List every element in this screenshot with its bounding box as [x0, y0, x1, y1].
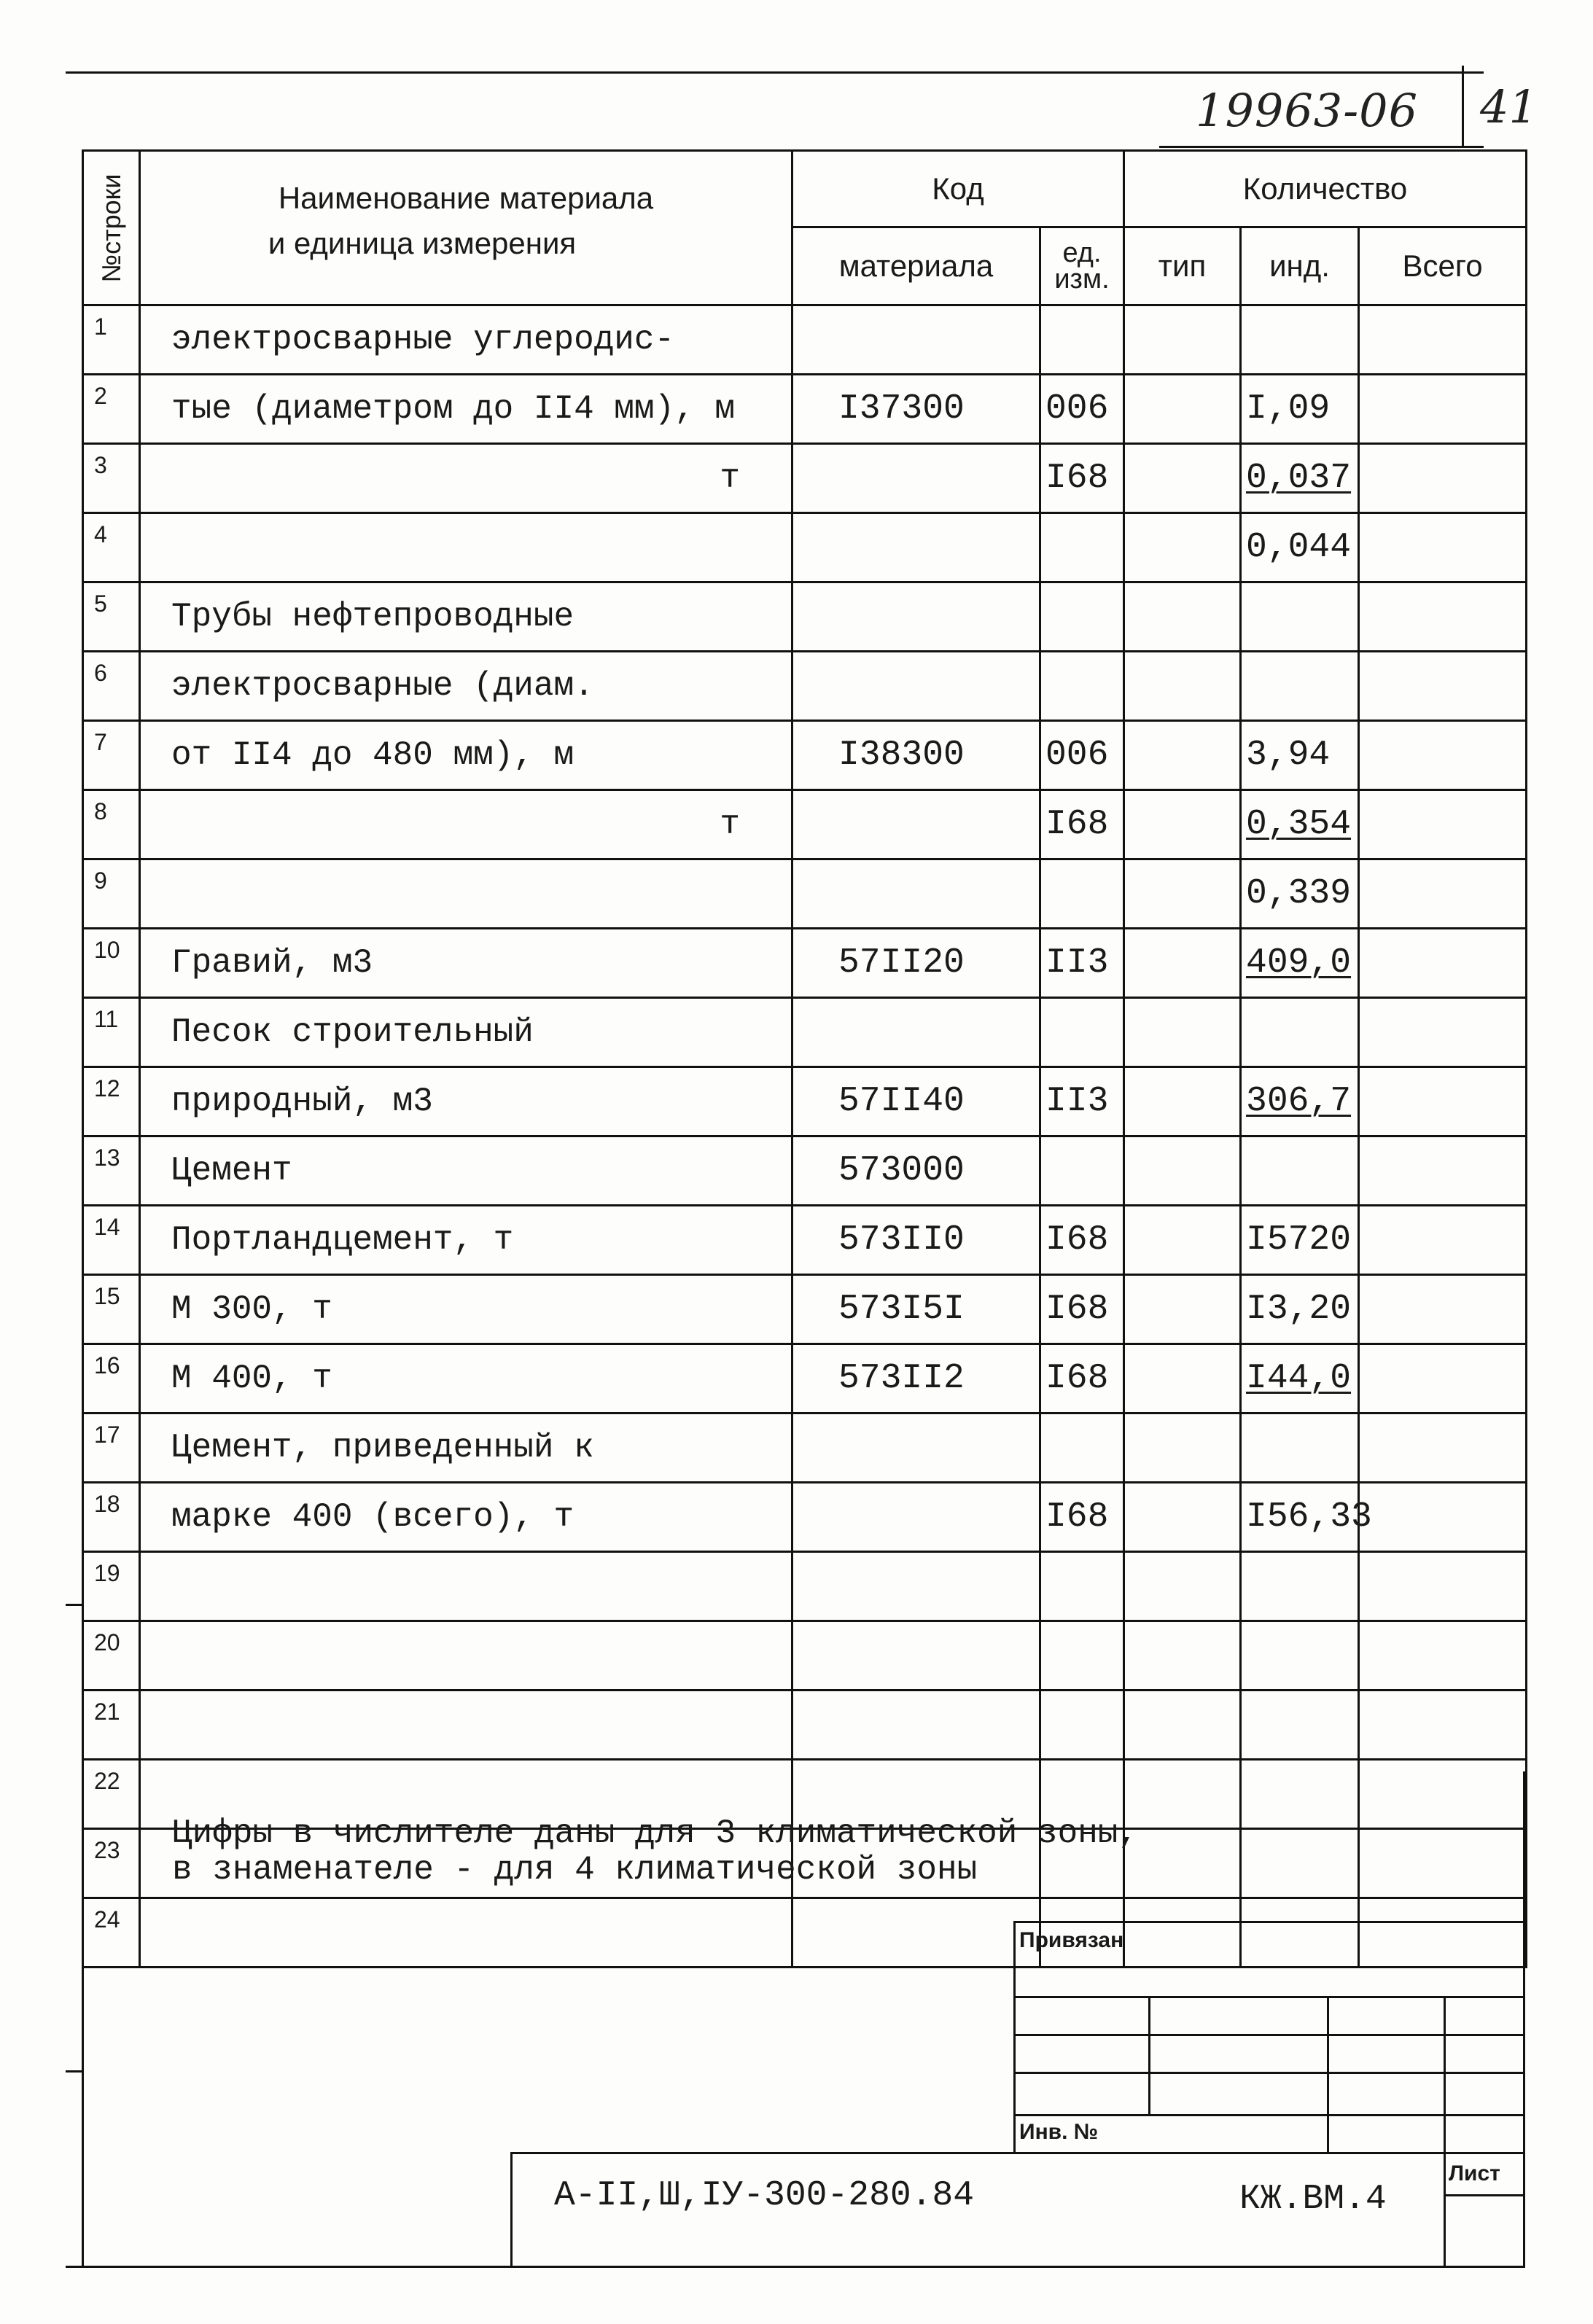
qty-type	[1124, 1344, 1241, 1413]
unit-code	[1040, 1275, 1124, 1344]
unit-code-text: I68	[1045, 1359, 1109, 1398]
qty-total	[1359, 1829, 1527, 1898]
qty-total	[1359, 859, 1527, 929]
qty-ind	[1241, 582, 1359, 652]
unit-code	[1040, 444, 1124, 513]
sheet-box-divider	[1444, 2194, 1524, 2196]
qty-type	[1124, 998, 1241, 1067]
material-name	[140, 1898, 792, 1968]
qty-ind-text: I,09	[1246, 389, 1331, 429]
qty-type	[1124, 582, 1241, 652]
table-row	[83, 790, 1527, 859]
row-number	[83, 790, 140, 859]
material-code	[792, 305, 1040, 375]
note-line-1: Цифры в числителе даны для 3 климатической зоны,	[172, 1814, 1139, 1852]
material-code	[792, 721, 1040, 790]
table-row	[83, 1691, 1527, 1760]
qty-ind-text: 409,0	[1246, 943, 1352, 983]
table-row	[83, 721, 1527, 790]
material-name-text: т	[720, 806, 740, 843]
qty-total	[1359, 1760, 1527, 1829]
unit-code	[1040, 1067, 1124, 1136]
qty-total	[1359, 1413, 1527, 1483]
material-name-text: Цемент	[171, 1152, 292, 1190]
material-code	[792, 652, 1040, 721]
table-row	[83, 375, 1527, 444]
row-number-text: 16	[94, 1352, 120, 1379]
qty-total	[1359, 444, 1527, 513]
row-number-header: №строки	[83, 151, 140, 305]
qty-ind-text: 0,044	[1246, 528, 1352, 567]
qty-ind-text: I5720	[1246, 1220, 1352, 1260]
qty-total	[1359, 1344, 1527, 1413]
qty-total	[1359, 929, 1527, 998]
qty-total	[1359, 998, 1527, 1067]
qty-type	[1124, 1136, 1241, 1206]
material-name-header: Наименование материала и единица измерения	[140, 151, 792, 305]
qty-type	[1124, 721, 1241, 790]
qty-type	[1124, 305, 1241, 375]
row-number-text: 23	[94, 1837, 120, 1863]
material-name-text: тые (диаметром до II4 мм), м	[171, 390, 735, 428]
unit-code-text: 006	[1045, 736, 1109, 775]
qty-type	[1124, 790, 1241, 859]
table-row	[83, 1898, 1527, 1968]
material-name	[140, 1691, 792, 1760]
material-name-text: Гравий, м3	[171, 944, 373, 982]
linked-col-2	[1327, 1996, 1329, 2154]
qty-type	[1124, 1275, 1241, 1344]
qty-ind	[1241, 859, 1359, 929]
sheet-number: 41	[1480, 80, 1538, 133]
qty-ind	[1241, 929, 1359, 998]
material-name	[140, 1206, 792, 1275]
qty-ind	[1241, 1275, 1359, 1344]
material-name-text: Песок строительный	[171, 1013, 534, 1051]
qty-total	[1359, 1067, 1527, 1136]
row-number	[83, 375, 140, 444]
qty-ind	[1241, 1206, 1359, 1275]
qty-total	[1359, 721, 1527, 790]
material-name	[140, 721, 792, 790]
row-number	[83, 1760, 140, 1829]
row-number	[83, 1206, 140, 1275]
table-row	[83, 305, 1527, 375]
row-number	[83, 1552, 140, 1621]
material-code-text: 573I5I	[838, 1290, 965, 1329]
row-number	[83, 1829, 140, 1898]
materials-table	[82, 149, 1527, 1968]
material-code	[792, 998, 1040, 1067]
linked-row-4	[1013, 2114, 1524, 2116]
material-code-text: 573II2	[838, 1359, 965, 1398]
qty-total	[1359, 1691, 1527, 1760]
linked-col-3	[1444, 1996, 1446, 2154]
unit-code	[1040, 1483, 1124, 1552]
material-name-text: М 300, т	[171, 1290, 332, 1328]
unit-code	[1040, 859, 1124, 929]
material-code	[792, 1552, 1040, 1621]
qty-type	[1124, 1483, 1241, 1552]
linked-block-top	[1013, 1921, 1524, 1923]
row-number	[83, 1275, 140, 1344]
qty-ind	[1241, 1136, 1359, 1206]
material-code	[792, 1483, 1040, 1552]
row-number	[83, 305, 140, 375]
qty-ind-text: 306,7	[1246, 1082, 1352, 1121]
unit-code-text: I68	[1045, 1290, 1109, 1329]
row-number	[83, 1898, 140, 1968]
material-name	[140, 375, 792, 444]
row-number-text: 24	[94, 1906, 120, 1933]
material-name	[140, 305, 792, 375]
material-name	[140, 1275, 792, 1344]
qty-ind	[1241, 444, 1359, 513]
row-number	[83, 1691, 140, 1760]
qty-type	[1124, 1829, 1241, 1898]
row-number-text: 13	[94, 1145, 120, 1171]
qty-ind	[1241, 1344, 1359, 1413]
code-header: Код	[792, 151, 1124, 227]
material-name	[140, 1136, 792, 1206]
qty-total	[1359, 1621, 1527, 1691]
unit-code	[1040, 1136, 1124, 1206]
material-name-text: Трубы нефтепроводные	[171, 598, 575, 636]
row-number-text: 19	[94, 1560, 120, 1586]
material-code	[792, 859, 1040, 929]
row-number-text: 5	[94, 590, 107, 617]
material-name-text: электросварные углеродис-	[171, 321, 675, 359]
material-name	[140, 1067, 792, 1136]
table-row	[83, 1413, 1527, 1483]
table-row	[83, 652, 1527, 721]
qty-total	[1359, 305, 1527, 375]
top-rule	[66, 71, 1484, 74]
unit-code	[1040, 1206, 1124, 1275]
row-number	[83, 1413, 140, 1483]
row-number-text: 9	[94, 867, 107, 894]
unit-code	[1040, 513, 1124, 582]
qty-total	[1359, 375, 1527, 444]
qty-total	[1359, 1206, 1527, 1275]
row-number	[83, 582, 140, 652]
material-name-text: М 400, т	[171, 1360, 332, 1397]
unit-code-text: 006	[1045, 389, 1109, 429]
qty-ind-text: I44,0	[1246, 1359, 1352, 1398]
qty-total	[1359, 1898, 1527, 1968]
row-number-text: 17	[94, 1422, 120, 1448]
left-margin-tick-1	[66, 1604, 83, 1606]
unit-code	[1040, 929, 1124, 998]
row-number-text: 20	[94, 1629, 120, 1656]
bottom-rule	[66, 2266, 1525, 2268]
qty-total	[1359, 1275, 1527, 1344]
material-code	[792, 1898, 1040, 1968]
row-number-text: 15	[94, 1283, 120, 1309]
material-code	[792, 375, 1040, 444]
row-number	[83, 513, 140, 582]
table-row	[83, 1275, 1527, 1344]
qty-total	[1359, 582, 1527, 652]
row-number	[83, 1067, 140, 1136]
qty-ind	[1241, 652, 1359, 721]
document-number: 19963-06	[1196, 84, 1419, 137]
row-number-text: 3	[94, 452, 107, 478]
left-margin-tick-2	[66, 2070, 83, 2073]
qty-ind	[1241, 513, 1359, 582]
note-line-2: в знаменателе - для 4 климатической зоны	[172, 1851, 978, 1889]
material-code	[792, 1136, 1040, 1206]
table-row	[83, 582, 1527, 652]
qty-ind	[1241, 1067, 1359, 1136]
table-row	[83, 444, 1527, 513]
qty-type	[1124, 1760, 1241, 1829]
unit-code-text: I68	[1045, 1220, 1109, 1260]
material-code	[792, 444, 1040, 513]
row-number-text: 6	[94, 660, 107, 686]
linked-col-1	[1148, 1996, 1150, 2116]
qty-ind	[1241, 1898, 1359, 1968]
qty-ind-header: инд.	[1241, 227, 1359, 305]
bottom-left-border	[82, 1771, 84, 2267]
material-code-text: I37300	[838, 389, 965, 429]
inventory-number-label: Инв. №	[1019, 2120, 1099, 2144]
material-code-text: 57II40	[838, 1082, 965, 1121]
row-number-text: 18	[94, 1491, 120, 1517]
material-code	[792, 1413, 1040, 1483]
linked-label: Привязан	[1019, 1928, 1124, 1952]
qty-total	[1359, 1483, 1527, 1552]
code-unit-header: ед. изм.	[1040, 227, 1124, 305]
unit-code	[1040, 721, 1124, 790]
row-number-text: 7	[94, 729, 107, 755]
unit-code-text: II3	[1045, 943, 1109, 983]
qty-type-header: тип	[1124, 227, 1241, 305]
material-name	[140, 1621, 792, 1691]
unit-code	[1040, 375, 1124, 444]
unit-code-text: II3	[1045, 1082, 1109, 1121]
material-code	[792, 790, 1040, 859]
qty-ind	[1241, 1829, 1359, 1898]
unit-code-text: I68	[1045, 1497, 1109, 1537]
material-code-text: 57II20	[838, 943, 965, 983]
qty-ind	[1241, 1413, 1359, 1483]
drawing-code: КЖ.ВМ.4	[1239, 2180, 1387, 2219]
qty-type	[1124, 444, 1241, 513]
qty-ind	[1241, 305, 1359, 375]
table-row	[83, 1136, 1527, 1206]
row-number	[83, 1483, 140, 1552]
row-number-text: 10	[94, 937, 120, 963]
qty-ind-text: 3,94	[1246, 736, 1331, 775]
bottom-right-border	[1523, 1771, 1525, 2267]
linked-row-3	[1013, 2072, 1524, 2074]
qty-type	[1124, 1621, 1241, 1691]
material-name-text: электросварные (диам.	[171, 667, 594, 705]
row-number-text: 8	[94, 798, 107, 824]
material-code	[792, 1344, 1040, 1413]
material-code-text: 573000	[838, 1151, 965, 1190]
row-number-text: 1	[94, 313, 107, 340]
header-underline	[1159, 146, 1484, 148]
qty-type	[1124, 1206, 1241, 1275]
table-row	[83, 1344, 1527, 1413]
qty-total	[1359, 652, 1527, 721]
material-code	[792, 1691, 1040, 1760]
title-block-left	[510, 2152, 513, 2267]
row-number-text: 2	[94, 383, 107, 409]
material-name-text: Цемент, приведенный к	[171, 1429, 594, 1467]
row-number-text: 22	[94, 1768, 120, 1794]
qty-type	[1124, 513, 1241, 582]
qty-type	[1124, 1898, 1241, 1968]
row-number	[83, 998, 140, 1067]
unit-code	[1040, 305, 1124, 375]
material-name	[140, 790, 792, 859]
material-code	[792, 513, 1040, 582]
row-number	[83, 652, 140, 721]
unit-code	[1040, 1413, 1124, 1483]
material-name-text: Портландцемент, т	[171, 1221, 514, 1259]
qty-type	[1124, 929, 1241, 998]
quantity-header: Количество	[1124, 151, 1527, 227]
material-code-text: I38300	[838, 736, 965, 775]
row-number-text: 14	[94, 1214, 120, 1240]
material-name-text: марке 400 (всего), т	[171, 1498, 575, 1536]
unit-code-text: I68	[1045, 805, 1109, 844]
table-row	[83, 1206, 1527, 1275]
material-code	[792, 1275, 1040, 1344]
row-number	[83, 1136, 140, 1206]
material-code	[792, 1067, 1040, 1136]
linked-row-2	[1013, 2034, 1524, 2036]
table-row	[83, 859, 1527, 929]
qty-ind	[1241, 790, 1359, 859]
material-code-text: 573II0	[838, 1220, 965, 1260]
material-code	[792, 1621, 1040, 1691]
unit-code	[1040, 1691, 1124, 1760]
qty-total	[1359, 1552, 1527, 1621]
table-row	[83, 1621, 1527, 1691]
material-name	[140, 859, 792, 929]
unit-code	[1040, 1621, 1124, 1691]
qty-ind-text: 0,354	[1246, 805, 1352, 844]
material-name	[140, 929, 792, 998]
row-number-text: 4	[94, 521, 107, 547]
material-name-text: природный, м3	[171, 1083, 433, 1120]
material-name	[140, 444, 792, 513]
row-number	[83, 721, 140, 790]
row-number	[83, 929, 140, 998]
material-code	[792, 929, 1040, 998]
qty-ind	[1241, 1760, 1359, 1829]
qty-ind	[1241, 998, 1359, 1067]
material-name	[140, 1344, 792, 1413]
material-code	[792, 1206, 1040, 1275]
unit-code	[1040, 1344, 1124, 1413]
row-number-text: 12	[94, 1075, 120, 1101]
material-name	[140, 1552, 792, 1621]
table-row	[83, 513, 1527, 582]
row-number-text: 21	[94, 1699, 120, 1725]
qty-ind	[1241, 1552, 1359, 1621]
unit-code	[1040, 790, 1124, 859]
table-note	[172, 1815, 1138, 1888]
linked-row-1	[1013, 1996, 1524, 1998]
qty-ind-text: I56,33	[1246, 1497, 1372, 1537]
material-name	[140, 652, 792, 721]
qty-ind-text: 0,037	[1246, 459, 1352, 498]
qty-type	[1124, 375, 1241, 444]
sheet-box-left	[1444, 2152, 1446, 2267]
material-name	[140, 1413, 792, 1483]
table-row	[83, 1067, 1527, 1136]
table-row	[83, 998, 1527, 1067]
unit-code	[1040, 1552, 1124, 1621]
row-number-text: 11	[94, 1006, 119, 1032]
row-number	[83, 444, 140, 513]
material-name	[140, 513, 792, 582]
table-row	[83, 1552, 1527, 1621]
material-name-text: т	[720, 459, 740, 497]
material-name	[140, 582, 792, 652]
qty-total-header: Всего	[1359, 227, 1527, 305]
qty-total	[1359, 513, 1527, 582]
unit-code	[1040, 582, 1124, 652]
qty-type	[1124, 1552, 1241, 1621]
material-name-text: от II4 до 480 мм), м	[171, 736, 575, 774]
series-designation: А-II,Ш,IУ-300-280.84	[554, 2176, 975, 2215]
qty-ind-text: 0,339	[1246, 874, 1352, 913]
qty-ind	[1241, 1621, 1359, 1691]
qty-ind	[1241, 1691, 1359, 1760]
sheet-label: Лист	[1449, 2161, 1500, 2185]
table-row	[83, 929, 1527, 998]
unit-code	[1040, 998, 1124, 1067]
unit-code-text: I68	[1045, 459, 1109, 498]
material-code	[792, 582, 1040, 652]
qty-ind	[1241, 375, 1359, 444]
qty-type	[1124, 1691, 1241, 1760]
linked-block-left	[1013, 1921, 1016, 2154]
row-number	[83, 859, 140, 929]
row-number	[83, 1621, 140, 1691]
qty-total	[1359, 1136, 1527, 1206]
qty-total	[1359, 790, 1527, 859]
table-row	[83, 1483, 1527, 1552]
header-divider	[1462, 66, 1464, 147]
title-block-top	[510, 2152, 1524, 2154]
unit-code	[1040, 652, 1124, 721]
qty-type	[1124, 859, 1241, 929]
qty-ind	[1241, 1483, 1372, 1552]
qty-ind	[1241, 721, 1359, 790]
material-name	[140, 998, 792, 1067]
qty-type	[1124, 1413, 1241, 1483]
code-material-header: материала	[792, 227, 1040, 305]
qty-type	[1124, 652, 1241, 721]
row-number	[83, 1344, 140, 1413]
qty-ind-text: I3,20	[1246, 1290, 1352, 1329]
qty-type	[1124, 1067, 1241, 1136]
material-name	[140, 1483, 792, 1552]
